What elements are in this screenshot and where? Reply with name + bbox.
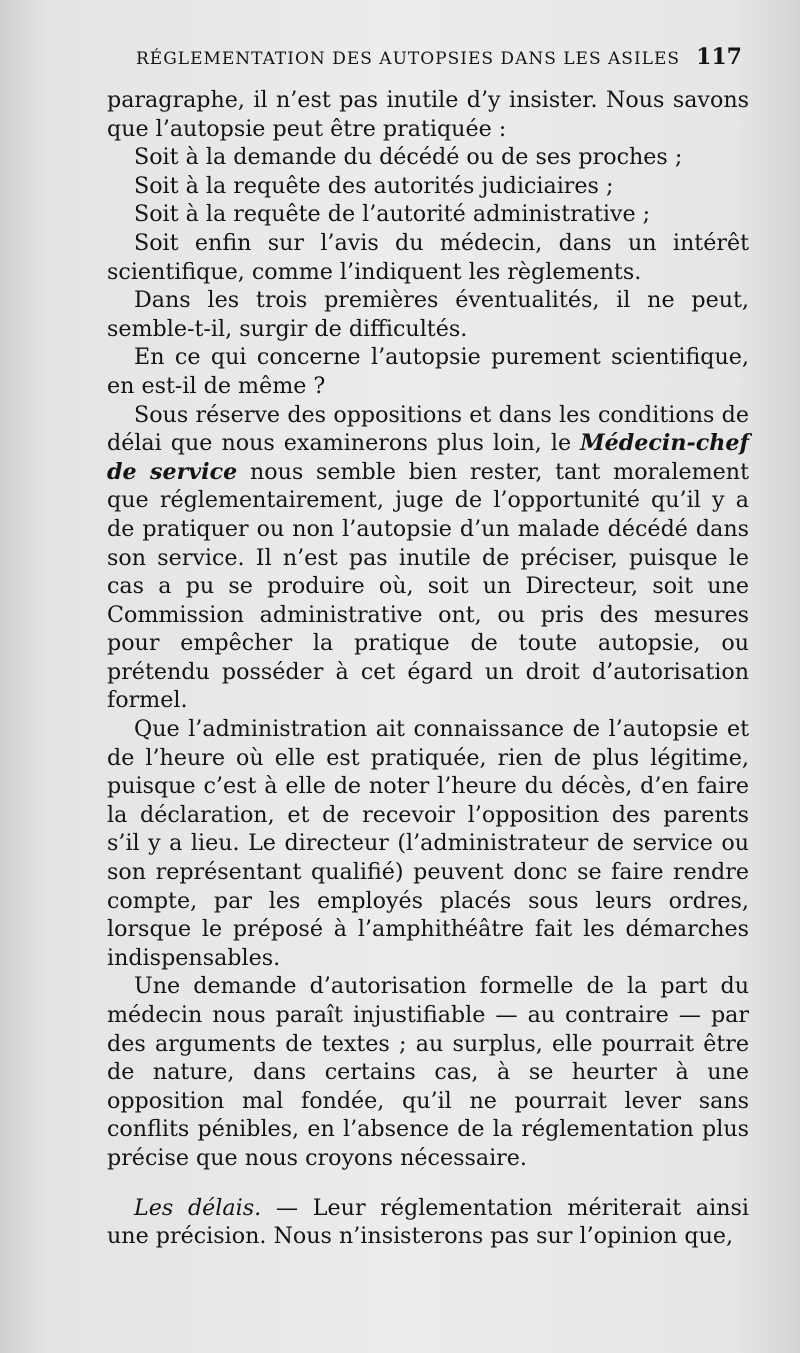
- body-text: [107, 86, 749, 1251]
- running-head: [136, 44, 742, 70]
- paragraph: Soit à la demande du décédé ou de ses proches ;: [134, 144, 683, 171]
- paragraph-text: nous semble bien rester, tant moralement que réglementairement, juge de l’opportunité qu’il y a de pratiquer ou non l’autopsie d’un malade décédé dans son service. Il n’est pas inutile de préciser, puisque le cas a pu se produire où, soit un Directeur, soit une Commission administrative ont, ou pris des mesures pour empêcher la pratique de toute autopsie, ou prétendu posséder à cet égard un droit d’autorisation formel.: [107, 458, 749, 714]
- paragraph: Soit à la requête des autorités judiciaires ;: [134, 172, 614, 199]
- paragraph: Soit enfin sur l’avis du médecin, dans un intérêt scientifique, comme l’indiquent les règlements.: [107, 229, 749, 285]
- emphasis-text: Médecin-chef de service: [107, 430, 749, 485]
- paragraph-text: — Leur réglementation mériterait ainsi une précision. Nous n’insisterons pas sur l’opinion que,: [107, 1194, 749, 1250]
- running-title: RÉGLEMENTATION DES AUTOPSIES DANS LES ASILES: [136, 49, 680, 69]
- paragraph: Soit à la requête de l’autorité administrative ;: [134, 201, 651, 228]
- paragraph: Que l’administration ait connaissance de l’autopsie et de l’heure où elle est pratiquée, rien de plus légitime, puisque c’est à elle de noter l’heure du décès, d’en faire la déclaration, et de recevoir l’opposition des parents s’il y a lieu. Le directeur (l’administrateur de service ou son représentant qualifié) peuvent donc se faire rendre compte, par les employés placés sous leurs ordres, lorsque le préposé à l’amphithéâtre fait les démarches indispensables.: [107, 716, 749, 971]
- paragraph-text: Sous réserve des oppositions et dans les conditions de délai que nous examinerons plus loin, le: [107, 401, 749, 457]
- paragraph: Dans les trois premières éventualités, il ne peut, semble-t-il, surgir de difficultés.: [107, 287, 749, 342]
- page-number: 117: [696, 44, 742, 70]
- paragraph: paragraphe, il n’est pas inutile d’y insister. Nous savons que l’autopsie peut être pratiquée :: [107, 87, 749, 142]
- section-paragraph: [107, 1194, 749, 1251]
- paragraph: En ce qui concerne l’autopsie purement scientifique, en est-il de même ?: [107, 344, 749, 399]
- paragraph: [107, 401, 749, 716]
- section-heading: Les délais.: [134, 1194, 262, 1221]
- paragraph: Une demande d’autorisation formelle de la part du médecin nous paraît injustifiable — au contraire — par des arguments de textes ; au surplus, elle pourrait être de nature, dans certains cas, à se heurter à une opposition mal fondée, qu’il ne pourrait lever sans conflits pénibles, en l’absence de la réglementation plus précise que nous croyons nécessaire.: [107, 973, 749, 1171]
